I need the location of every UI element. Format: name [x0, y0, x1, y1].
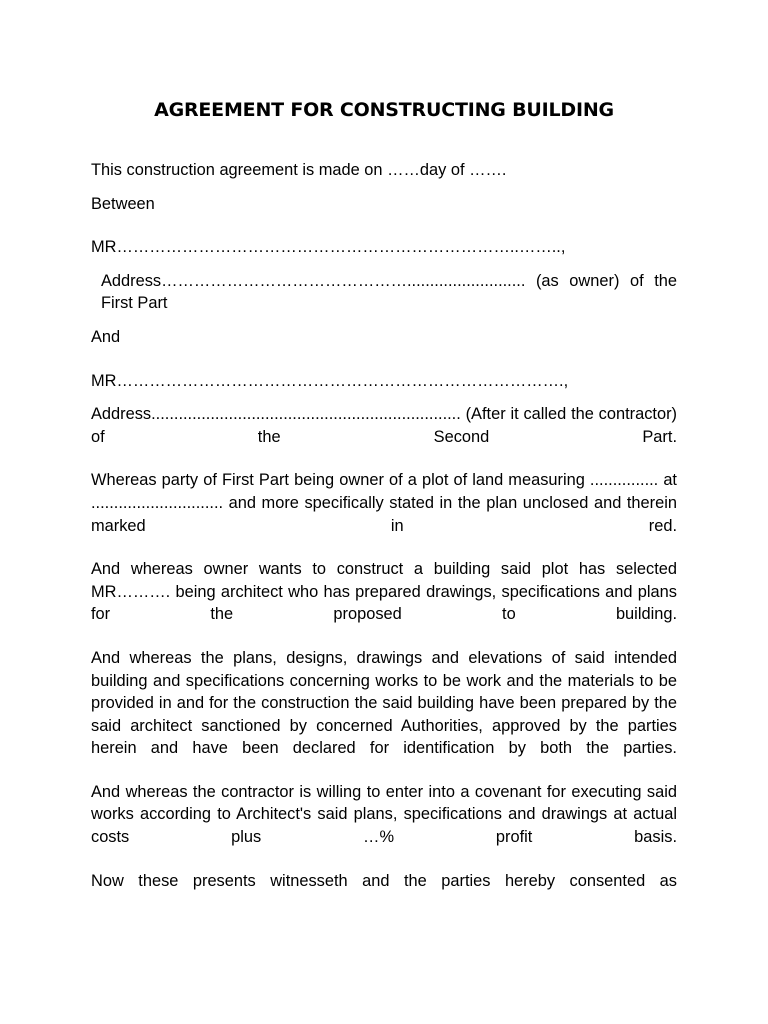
first-party-name-line: MR………………………………………………………………..……..,: [91, 238, 566, 257]
document-title: AGREEMENT FOR CONSTRUCTING BUILDING: [154, 99, 614, 121]
second-party-name-line: MR……………………………………………………………………….,: [91, 371, 569, 390]
second-party-address-paragraph: Address.................................................................... (After it called the contractor) of the Second Part.: [91, 405, 677, 446]
and-label: And: [91, 327, 121, 346]
whereas-plans-paragraph: And whereas the plans, designs, drawings and elevations of said intended building and specifications concerning works to be work and the materials to be provided in and for the construction the said building have been prepared by the said architect sanctioned by concerned Authorities, approved by the parties herein and have been declared for identification by both the parties.: [91, 648, 677, 758]
whereas-plot-paragraph: Whereas party of First Part being owner of a plot of land measuring ............... at ............................. and more specifically stated in the plan unclosed and therein marked in red.: [91, 471, 677, 535]
whereas-contractor-paragraph: And whereas the contractor is willing to enter into a covenant for executing said works according to Architect's said plans, specifications and drawings at actual costs plus …% profit basis.: [91, 782, 677, 847]
between-label: Between: [91, 194, 155, 213]
whereas-architect-paragraph: And whereas owner wants to construct a building said plot has selected MR………. being architect who has prepared drawings, specifications and plans for the proposed to building.: [91, 560, 677, 624]
document-body: [91, 159, 677, 892]
intro-paragraph: This construction agreement is made on ……day of …….: [91, 161, 507, 179]
first-party-address-paragraph: Address……………………………………….......................... (as owner) of the First Part: [101, 271, 677, 313]
witnesseth-paragraph: Now these presents witnesseth and the parties hereby consented as: [91, 871, 677, 890]
